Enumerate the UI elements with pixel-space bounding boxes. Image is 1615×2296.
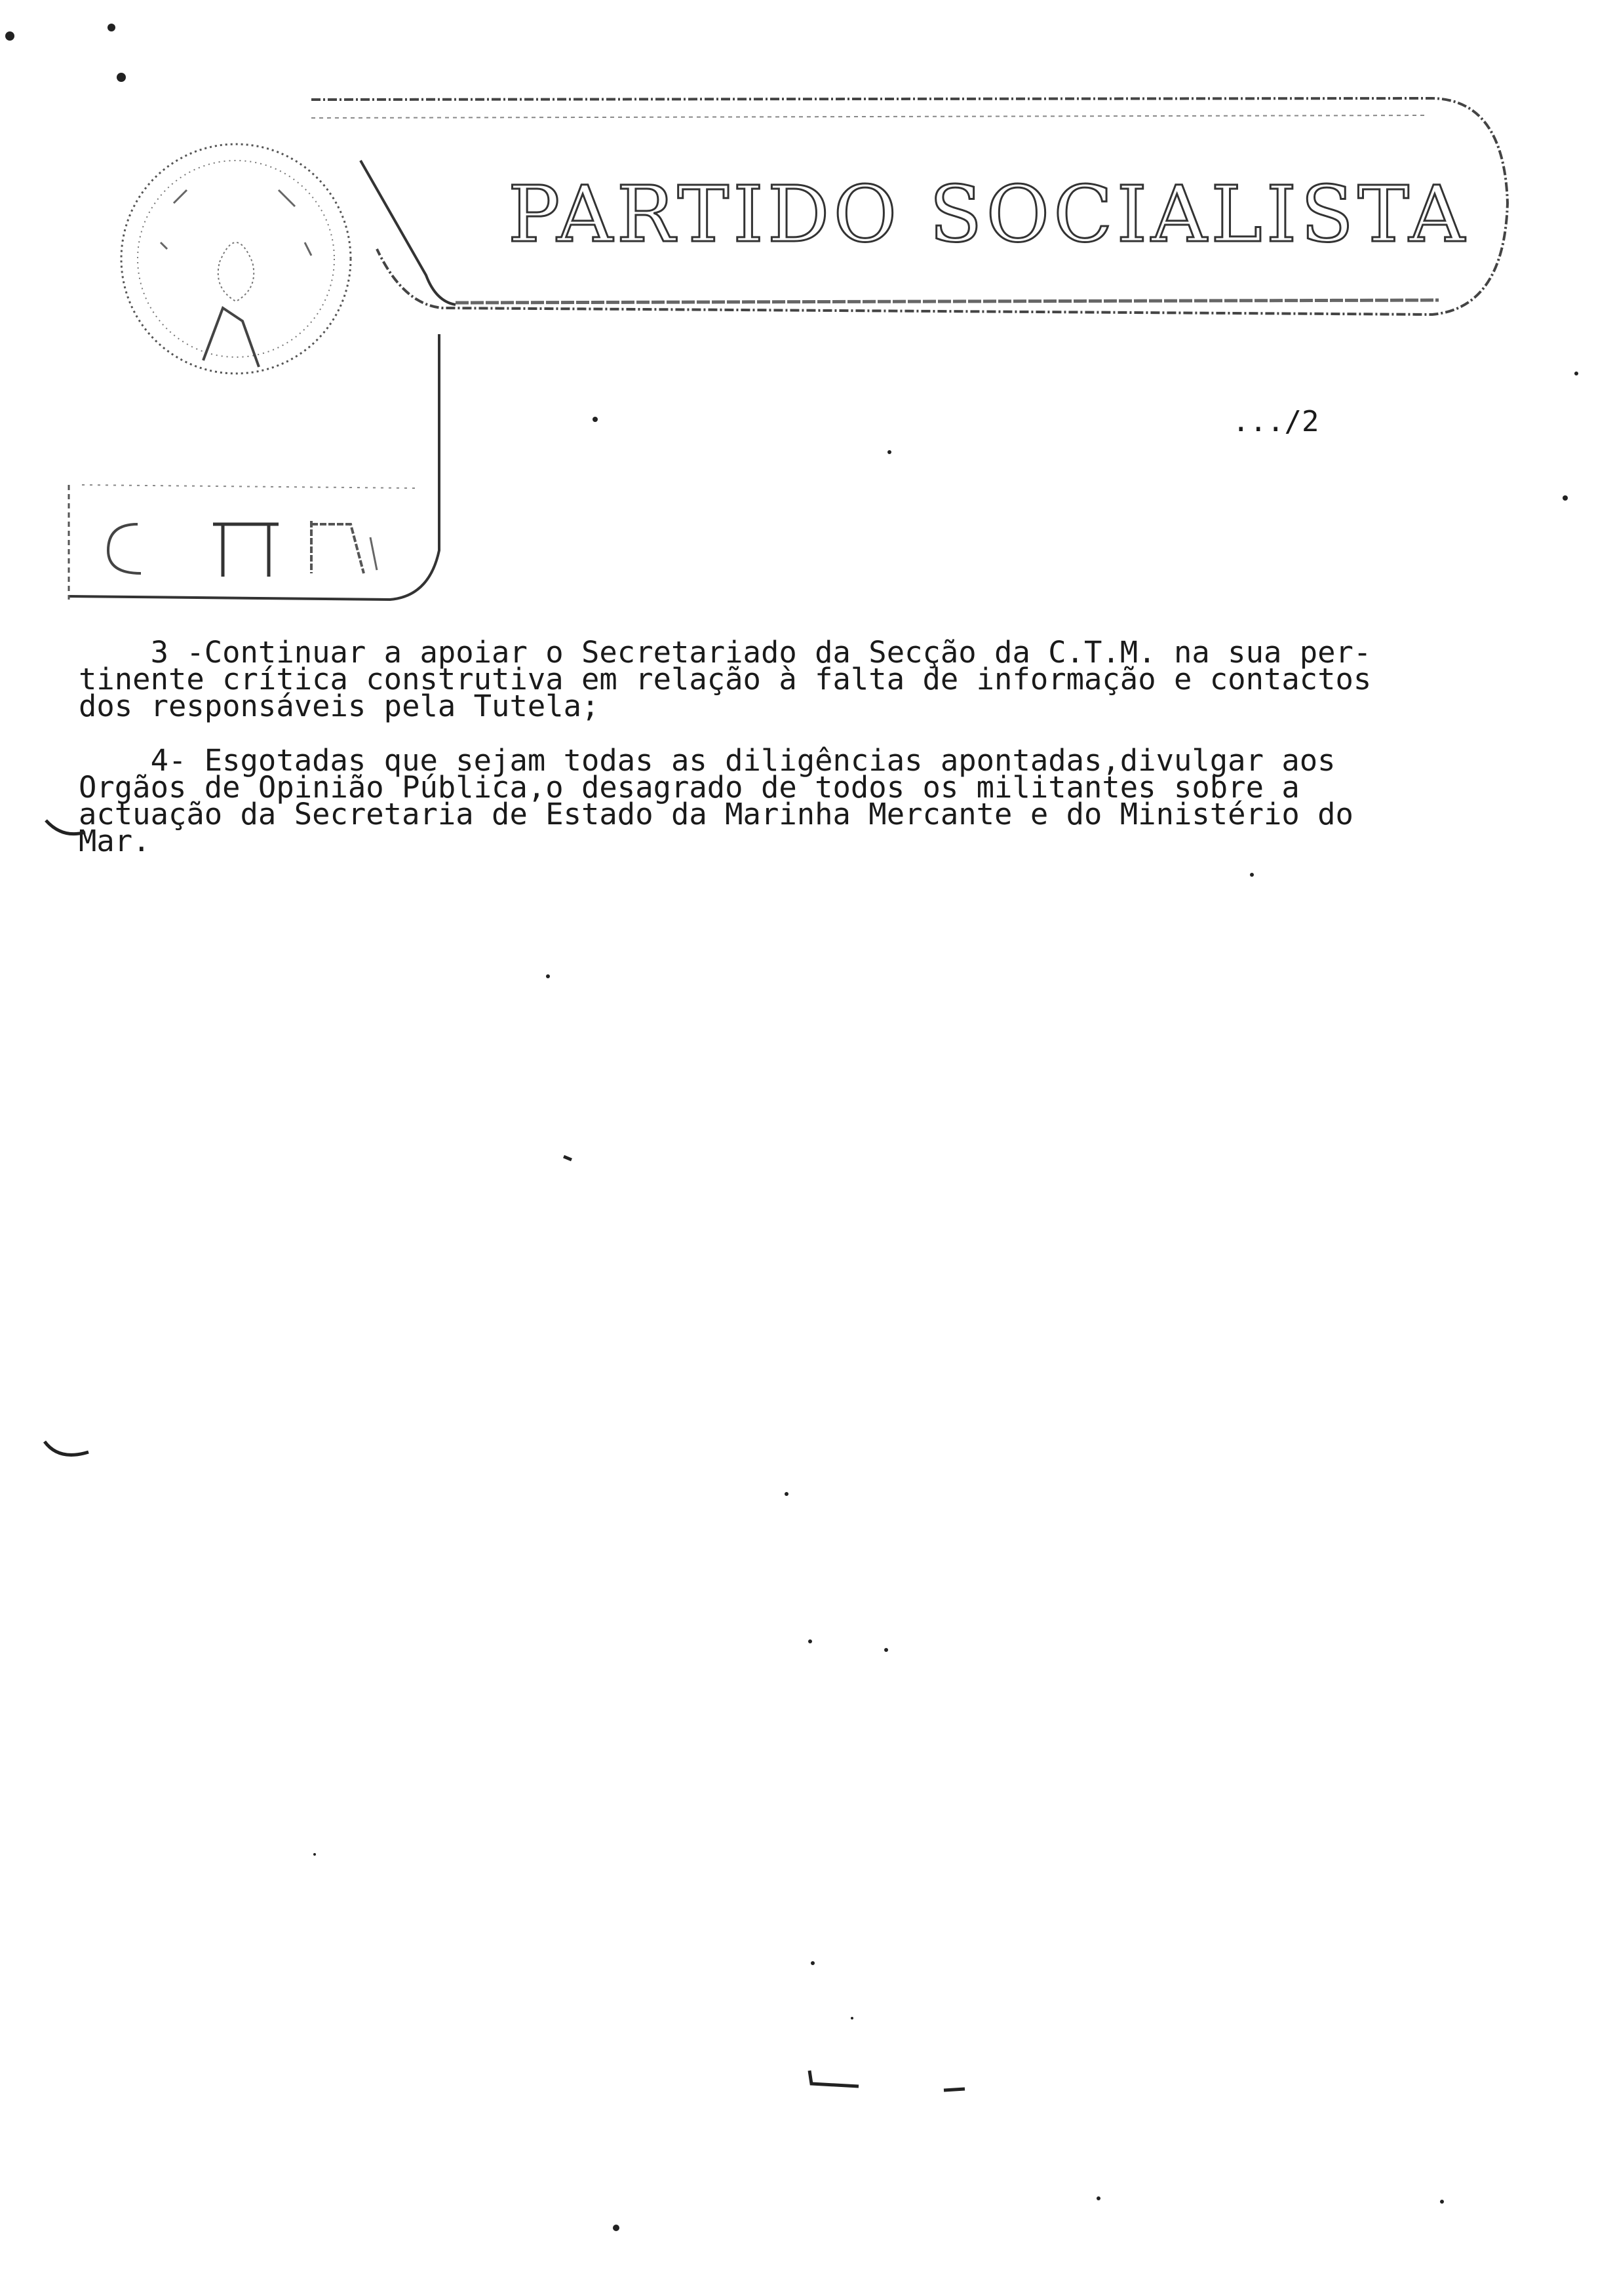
paragraph-item-4 xyxy=(79,743,1560,858)
text-line: 4- Esgotadas que sejam todas as diligências apontadas,divulgar aos xyxy=(79,743,1336,778)
text-line: Orgãos de Opinião Pública,o desagrado de todos os militantes sobre a xyxy=(79,770,1300,805)
socialist-party-seal-icon xyxy=(121,144,351,373)
text-line: tinente crítica construtiva em relação à falta de informação e contactos xyxy=(79,662,1372,697)
text-line: actuação da Secretaria de Estado da Marinha Mercante e do Ministério do xyxy=(79,797,1353,832)
letterhead xyxy=(62,92,1524,609)
document-body xyxy=(79,635,1560,858)
ctm-monogram-icon xyxy=(108,521,377,577)
text-line: dos responsáveis pela Tutela; xyxy=(79,689,600,723)
text-line: Mar. xyxy=(79,824,151,858)
text-line: 3 -Continuar a apoiar o Secretariado da Secção da C.T.M. na sua per- xyxy=(79,635,1372,670)
paragraph-item-3 xyxy=(79,635,1560,723)
page-number-marker: .../2 xyxy=(1232,405,1319,438)
party-name: PARTIDO SOCIALISTA xyxy=(508,169,1469,259)
